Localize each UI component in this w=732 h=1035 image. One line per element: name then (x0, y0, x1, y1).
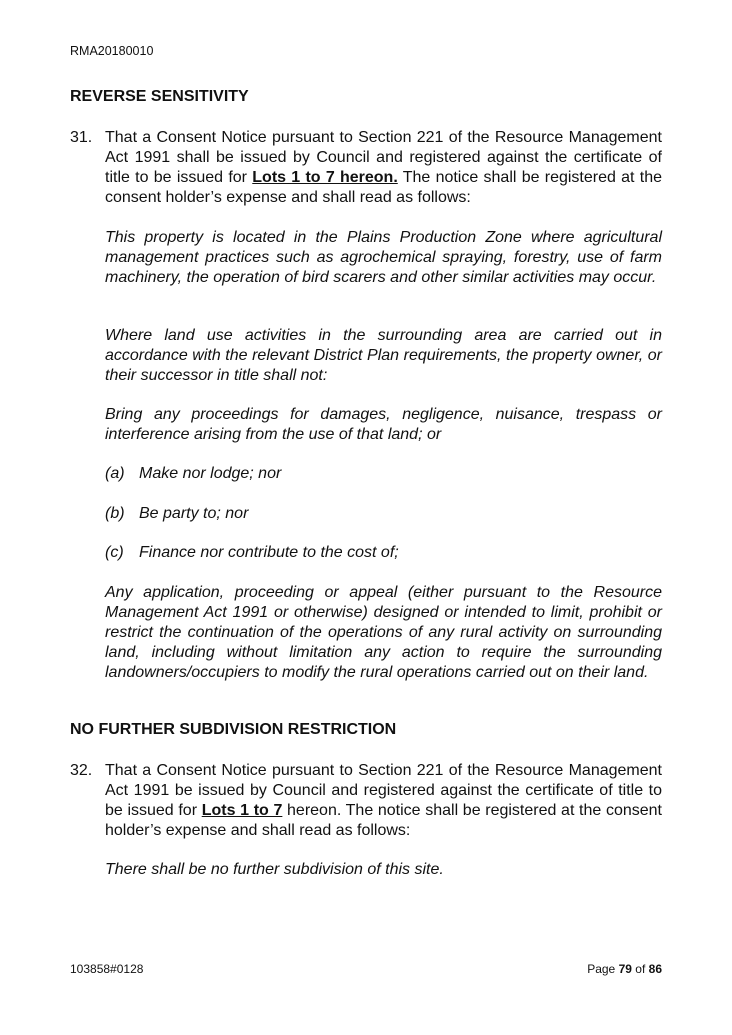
condition-number-32: 32. (70, 762, 93, 779)
footer-doc-id: 103858#0128 (70, 962, 144, 976)
condition-31-lots: Lots 1 to 7 hereon. (252, 169, 398, 186)
condition-31-intro (105, 128, 662, 208)
list-item-c-text: Finance nor contribute to the cost of; (139, 544, 399, 561)
notice-paragraph-4: Any application, proceeding or appeal (either pursuant to the Resource Management Act 1991 or otherwise) designed or intended to limit, prohibit or restrict the continuation of the operations of any rural activity on surrounding land, including without limitation any action to require the surrounding landowners/occupiers to modify the rural operations carried out on their land. (105, 584, 662, 681)
list-item-b-label: (b) (105, 505, 125, 522)
condition-31-intro-after: The notice shall be registered at the consent holder’s expense and shall read as follows: (105, 169, 662, 206)
list-item-a-label: (a) (105, 465, 125, 482)
condition-32-intro-before: That a Consent Notice pursuant to Section 221 of the Resource Management Act 1991 be issued by Council and registered against the certificate of title to be issued for (105, 762, 662, 819)
notice-paragraph-3: Bring any proceedings for damages, negligence, nuisance, trespass or interference arising from the use of that land; or (105, 406, 662, 443)
condition-32-intro-after: hereon. The notice shall be registered at the consent holder’s expense and shall read as follows: (105, 802, 662, 839)
condition-32-lots: Lots 1 to 7 (201, 802, 283, 819)
notice-paragraph-1: This property is located in the Plains Production Zone where agricultural management practices such as agrochemical spraying, forestry, use of farm machinery, the operation of bird scarers and other similar activities may occur. (105, 229, 662, 286)
list-item-c-label: (c) (105, 544, 124, 561)
section-heading-reverse-sensitivity: REVERSE SENSITIVITY (70, 88, 249, 105)
page-total: 86 (648, 962, 662, 976)
list-item-a-text: Make nor lodge; nor (139, 465, 282, 482)
condition-32-intro (105, 761, 662, 841)
page-word: Page (587, 962, 616, 976)
page-current: 79 (618, 962, 632, 976)
condition-number-31: 31. (70, 129, 93, 146)
document-reference: RMA20180010 (70, 44, 154, 58)
section-heading-no-further-subdivision: NO FURTHER SUBDIVISION RESTRICTION (70, 721, 397, 738)
notice-paragraph-2: Where land use activities in the surrounding area are carried out in accordance with the relevant District Plan requirements, the property owner, or their successor in title shall not: (105, 327, 662, 384)
footer-page-number (587, 962, 662, 976)
page-of: of (635, 962, 646, 976)
notice-32-paragraph: There shall be no further subdivision of this site. (105, 861, 444, 878)
list-item-b-text: Be party to; nor (139, 505, 249, 522)
condition-31-intro-before: That a Consent Notice pursuant to Section 221 of the Resource Management Act 1991 shall be issued by Council and registered against the certificate of title to be issued for (105, 129, 662, 186)
